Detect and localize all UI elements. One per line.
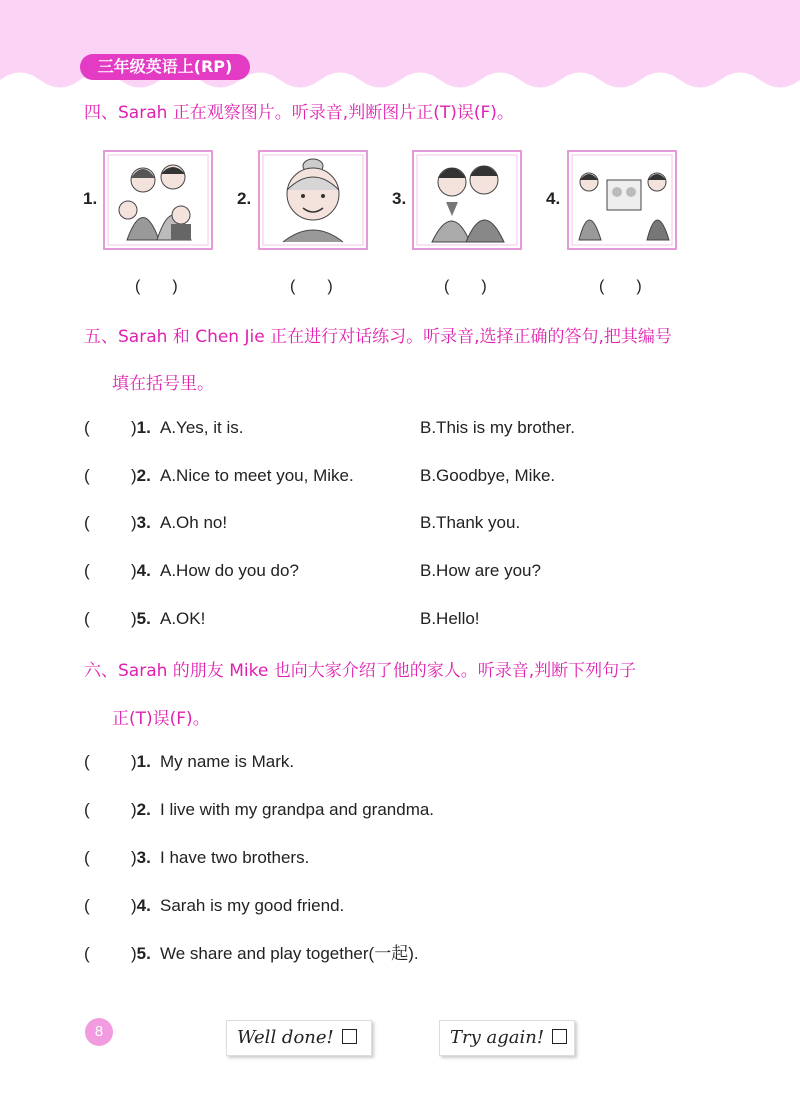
family-photo-picture-icon [567,150,677,250]
answer-bracket-open[interactable]: ( [84,800,90,819]
answer-bracket-open[interactable]: ( [84,418,90,437]
answer-bracket-close: )5. [131,944,151,963]
answer-bracket-open[interactable]: ( [84,561,90,580]
section4-title: 四、Sarah 正在观察图片。听录音,判断图片正(T)误(F)。 [84,103,514,123]
answer-bracket-open[interactable]: ( [84,848,90,867]
answer-bracket-close: )1. [131,752,151,771]
try-again-label: Try again! [450,1027,545,1048]
try-again-box [439,1020,575,1056]
answer-bracket-close: )2. [131,800,151,819]
option-a: A.OK! [160,609,206,628]
picture-number: 1. [83,189,98,208]
two-boys-picture-icon [412,150,522,250]
option-b: B.This is my brother. [420,418,575,437]
answer-bracket-close: )1. [131,418,151,437]
well-done-box [226,1020,372,1056]
answer-bracket-close: )4. [131,896,151,915]
option-b: B.Goodbye, Mike. [420,466,556,485]
option-a: A.Oh no! [160,513,228,532]
family-picture-icon [103,150,213,250]
statement: My name is Mark. [160,752,295,771]
section5-title: 五、Sarah 和 Chen Jie 正在进行对话练习。听录音,选择正确的答句,把其编号 [84,327,672,347]
header-band [0,0,800,95]
option-a: A.Yes, it is. [160,418,244,437]
answer-bracket[interactable]: ( ) [290,278,333,295]
answer-bracket-open[interactable]: ( [84,513,90,532]
picture-number: 4. [546,189,561,208]
answer-bracket-close: )5. [131,609,151,628]
answer-bracket[interactable]: ( ) [599,278,642,295]
answer-bracket-close: )3. [131,848,151,867]
statement: Sarah is my good friend. [160,896,345,915]
answer-bracket-open[interactable]: ( [84,752,90,771]
answer-bracket-open[interactable]: ( [84,944,90,963]
answer-bracket[interactable]: ( ) [135,278,178,295]
picture-number: 2. [237,189,252,208]
picture-number: 3. [392,189,407,208]
statement: I live with my grandpa and grandma. [160,800,435,819]
option-b: B.How are you? [420,561,541,580]
grade-tag: 三年级英语上(RP) [80,54,250,80]
answer-bracket-open[interactable]: ( [84,466,90,485]
answer-bracket-close: )2. [131,466,151,485]
well-done-label: Well done! [237,1027,334,1048]
statement: We share and play together(一起). [160,944,419,963]
option-a: A.Nice to meet you, Mike. [160,466,354,485]
answer-bracket-open[interactable]: ( [84,609,90,628]
well-done-checkbox[interactable] [342,1029,357,1044]
section5-title-cont: 填在括号里。 [112,374,214,394]
section6-title-cont: 正(T)误(F)。 [112,709,210,729]
answer-bracket[interactable]: ( ) [444,278,487,295]
statement: I have two brothers. [160,848,310,867]
option-a: A.How do you do? [160,561,299,580]
grandma-picture-icon [258,150,368,250]
answer-bracket-close: )4. [131,561,151,580]
option-b: B.Hello! [420,609,480,628]
section6-title: 六、Sarah 的朋友 Mike 也向大家介绍了他的家人。听录音,判断下列句子 [84,661,637,681]
answer-bracket-close: )3. [131,513,151,532]
answer-bracket-open[interactable]: ( [84,896,90,915]
option-b: B.Thank you. [420,513,521,532]
page-number: 8 [85,1018,113,1046]
try-again-checkbox[interactable] [552,1029,567,1044]
